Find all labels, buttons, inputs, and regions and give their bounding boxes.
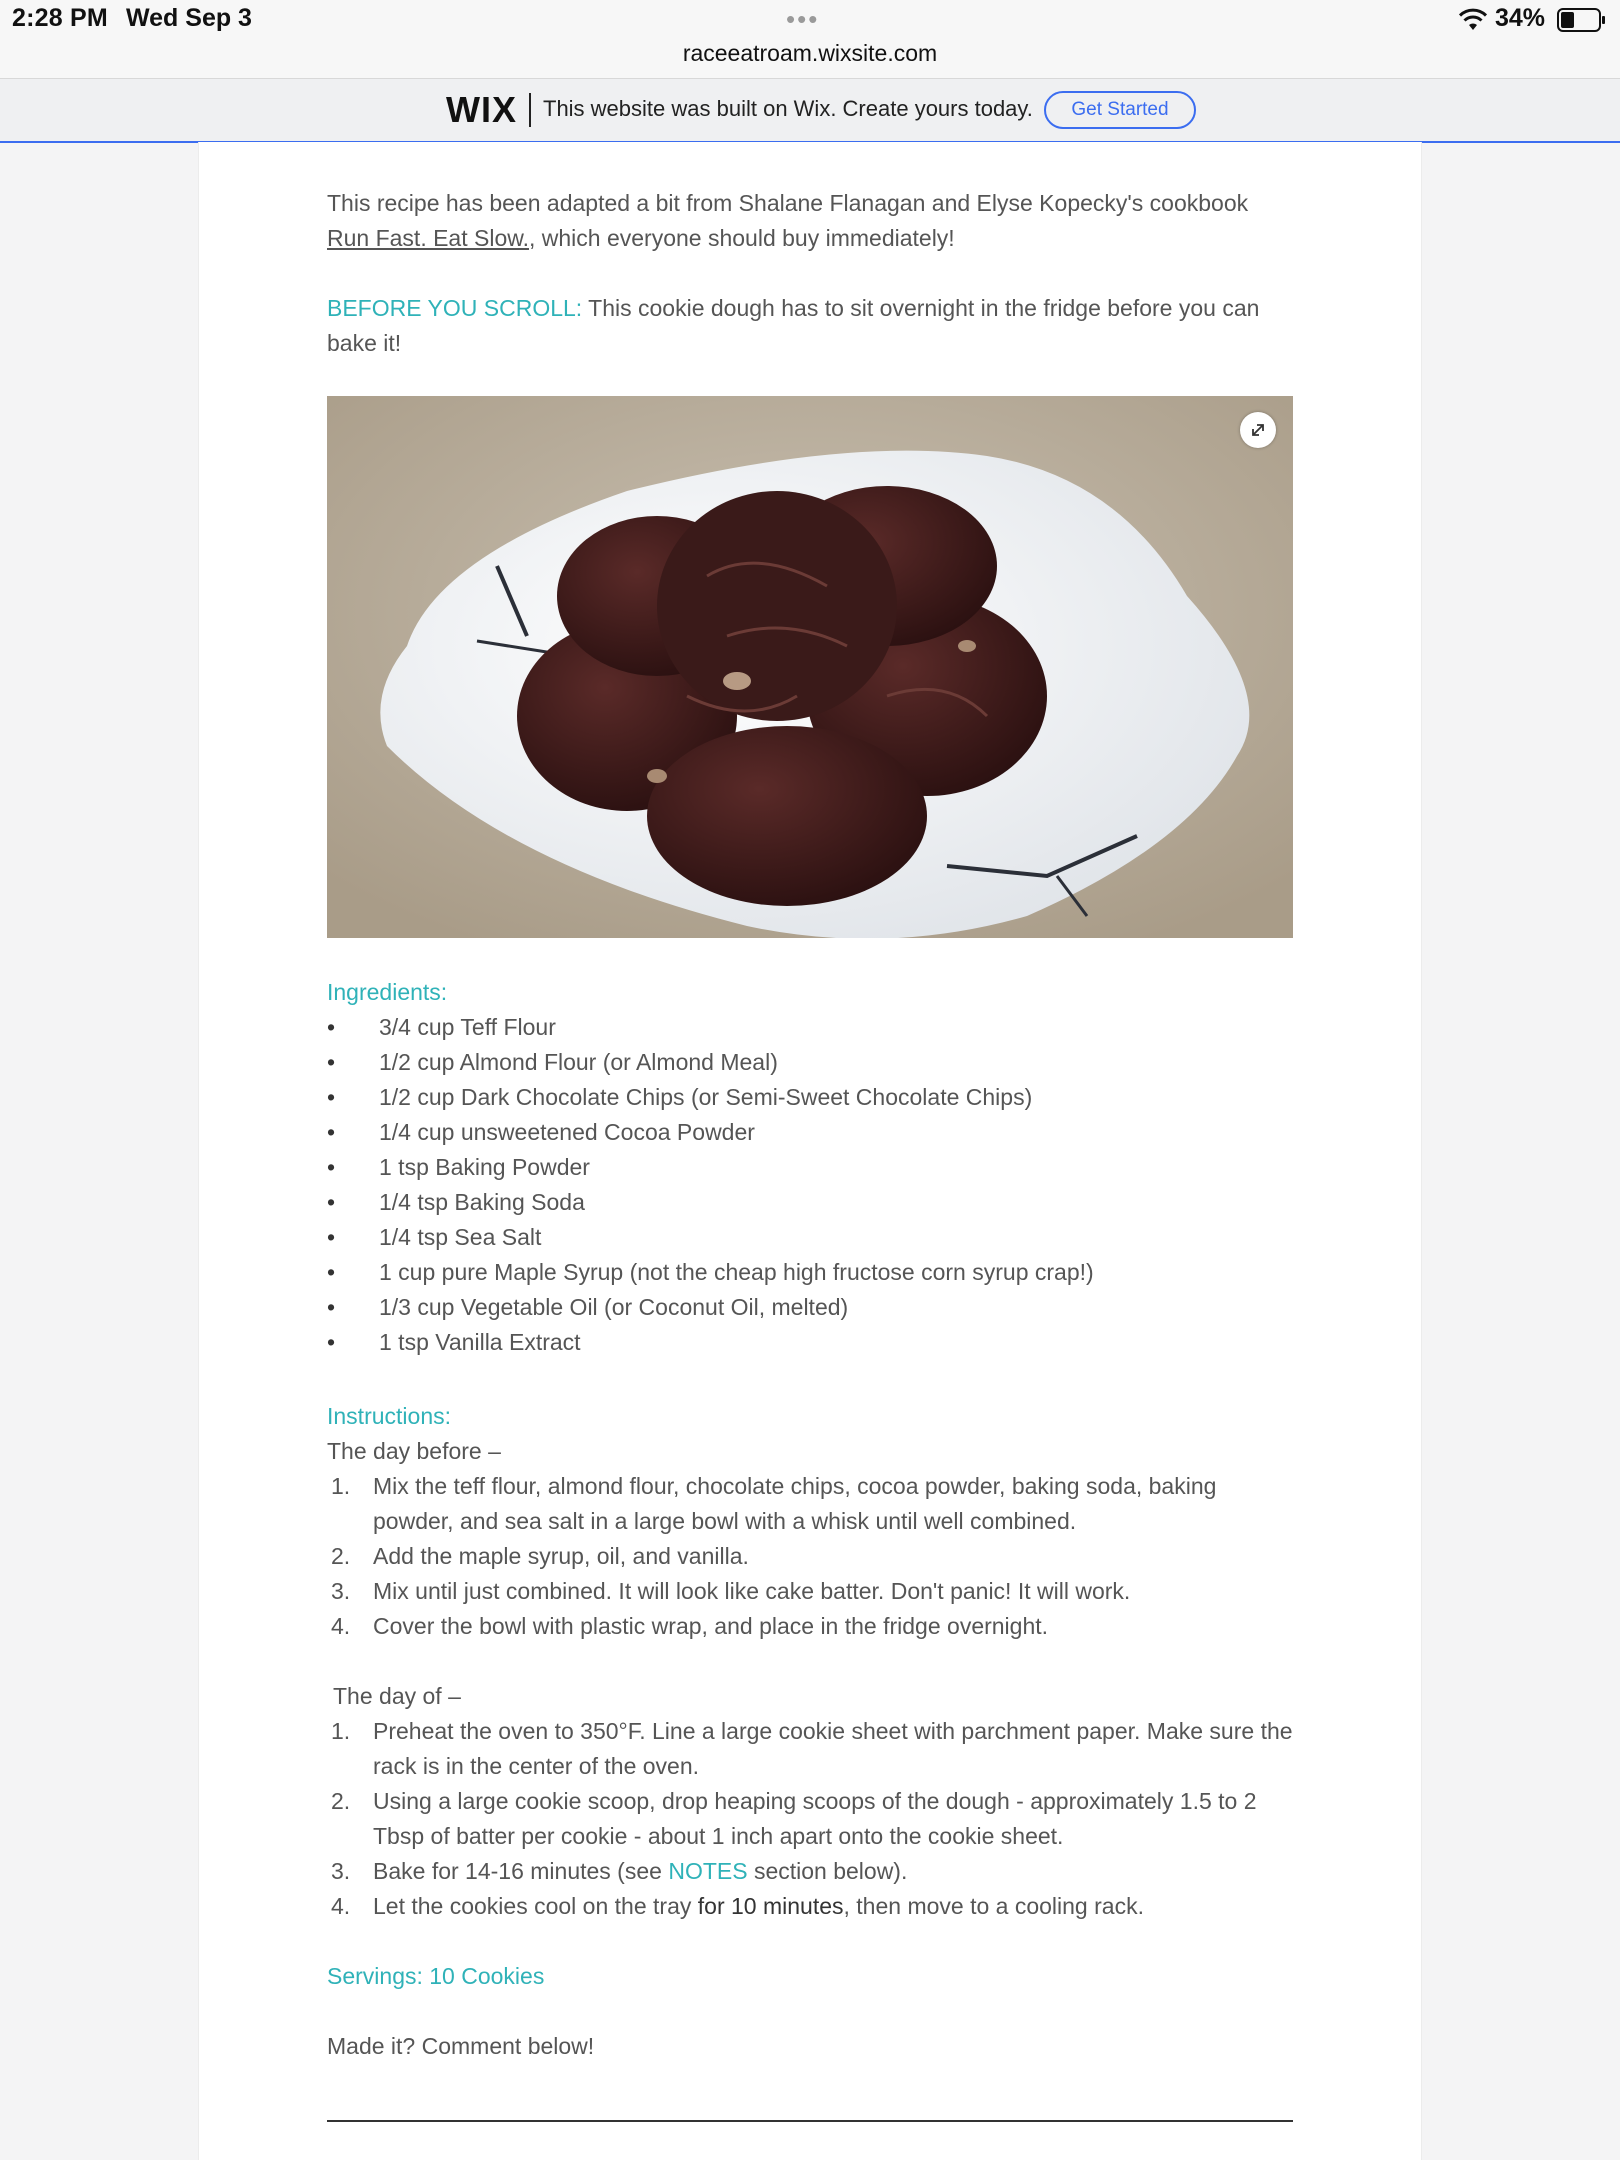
step-text: Using a large cookie scoop, drop heaping scoops of the dough - approximately 1.5 to 2 Tbsp of batter per cookie - about 1 inch apart onto the cookie sheet. (373, 1788, 1257, 1849)
step-number: 3. (331, 1578, 351, 1604)
step-bold-text: for 10 minutes (697, 1893, 844, 1919)
list-item (327, 1539, 1295, 1574)
step-text-end: section below). (747, 1858, 908, 1884)
list-item: • 1/4 tsp Baking Soda (327, 1185, 1295, 1220)
list-item: • 1 tsp Baking Powder (327, 1150, 1295, 1185)
expand-icon (1240, 412, 1276, 448)
day-before-label: The day before – (327, 1438, 501, 1464)
wix-logo[interactable]: WIX (446, 89, 517, 130)
day-before-steps (327, 1469, 1295, 1644)
list-item: • 1/4 tsp Sea Salt (327, 1220, 1295, 1255)
instructions-heading: Instructions: (327, 1403, 451, 1429)
banner-divider (529, 93, 531, 127)
list-item: • 1/3 cup Vegetable Oil (or Coconut Oil, melted) (327, 1290, 1295, 1325)
list-item: • 1/2 cup Almond Flour (or Almond Meal) (327, 1045, 1295, 1080)
step-number: 1. (331, 1473, 351, 1499)
step-text: Cover the bowl with plastic wrap, and place in the fridge overnight. (373, 1613, 1049, 1639)
notes-link[interactable]: NOTES (668, 1858, 748, 1884)
step-number: 2. (331, 1788, 351, 1814)
list-item (327, 1889, 1295, 1924)
wix-banner (0, 78, 1620, 143)
step-text: Add the maple syrup, oil, and vanilla. (373, 1543, 749, 1569)
status-date: Wed Sep 3 (126, 4, 252, 32)
list-item (327, 1469, 1295, 1539)
list-item (327, 1574, 1295, 1609)
expand-image-button[interactable] (1240, 412, 1276, 448)
step-text: Preheat the oven to 350°F. Line a large cookie sheet with parchment paper. Make sure the rack is in the center of the oven. (373, 1718, 1293, 1779)
closing-text: Made it? Comment below! (327, 2033, 595, 2059)
step-text: Bake for 14-16 minutes (see (373, 1858, 669, 1884)
step-text: Let the cookies cool on the tray (373, 1893, 698, 1919)
servings-text: Servings: 10 Cookies (327, 1963, 545, 1989)
battery-icon (1557, 8, 1607, 32)
step-text-end: , then move to a cooling rack. (843, 1893, 1144, 1919)
list-item: • 1 tsp Vanilla Extract (327, 1325, 1295, 1360)
step-text: Mix until just combined. It will look like cake batter. Don't panic! It will work. (373, 1578, 1131, 1604)
before-text: This cookie dough has to sit overnight in the fridge before you can bake it! (327, 295, 1260, 356)
cookies-photo[interactable] (327, 396, 1293, 938)
ingredients-section (327, 975, 1295, 1360)
ingredients-list (327, 1010, 1295, 1360)
intro-text: This recipe has been adapted a bit from Shalane Flanagan and Elyse Kopecky's cookbook (327, 190, 1249, 216)
step-number: 2. (331, 1543, 351, 1569)
cookbook-link[interactable]: Run Fast. Eat Slow. (327, 225, 529, 251)
wix-banner-text: This website was built on Wix. Create yours today. (543, 96, 1033, 121)
day-of-steps (327, 1714, 1295, 1924)
get-started-button[interactable]: Get Started (1044, 91, 1196, 129)
ingredients-heading: Ingredients: (327, 979, 448, 1005)
step-text: Mix the teff flour, almond flour, chocolate chips, cocoa powder, baking soda, baking powder, and sea salt in a large bowl with a whisk until well combined. (373, 1473, 1217, 1534)
list-item: • 3/4 cup Teff Flour (327, 1010, 1295, 1045)
list-item: • 1/4 cup unsweetened Cocoa Powder (327, 1115, 1295, 1150)
intro-paragraph (327, 186, 1295, 256)
list-item: • 1/2 cup Dark Chocolate Chips (or Semi-Sweet Chocolate Chips) (327, 1080, 1295, 1115)
battery-percent: 34% (1495, 4, 1546, 32)
list-item (327, 1609, 1295, 1644)
step-number: 4. (331, 1893, 351, 1919)
list-item (327, 1714, 1295, 1784)
list-item (327, 1854, 1295, 1889)
status-bar (0, 0, 1620, 40)
instructions-section (327, 1399, 1295, 2064)
url-text[interactable]: raceeatroam.wixsite.com (682, 40, 938, 66)
before-you-scroll (327, 291, 1295, 361)
intro-text-end: , which everyone should buy immediately! (528, 225, 955, 251)
step-number: 1. (331, 1718, 351, 1744)
step-number: 4. (331, 1613, 351, 1639)
section-divider (327, 2120, 1293, 2122)
address-bar[interactable] (0, 40, 1620, 78)
list-item (327, 1784, 1295, 1854)
post-intro (327, 186, 1295, 361)
list-item: • 1 cup pure Maple Syrup (not the cheap high fructose corn syrup crap!) (327, 1255, 1295, 1290)
multitask-dots-icon[interactable]: ••• (786, 4, 820, 34)
day-of-label: The day of – (333, 1683, 461, 1709)
wifi-icon (1458, 6, 1488, 32)
step-number: 3. (331, 1858, 351, 1884)
status-time: 2:28 PM (12, 4, 108, 32)
before-label: BEFORE YOU SCROLL: (327, 295, 583, 321)
